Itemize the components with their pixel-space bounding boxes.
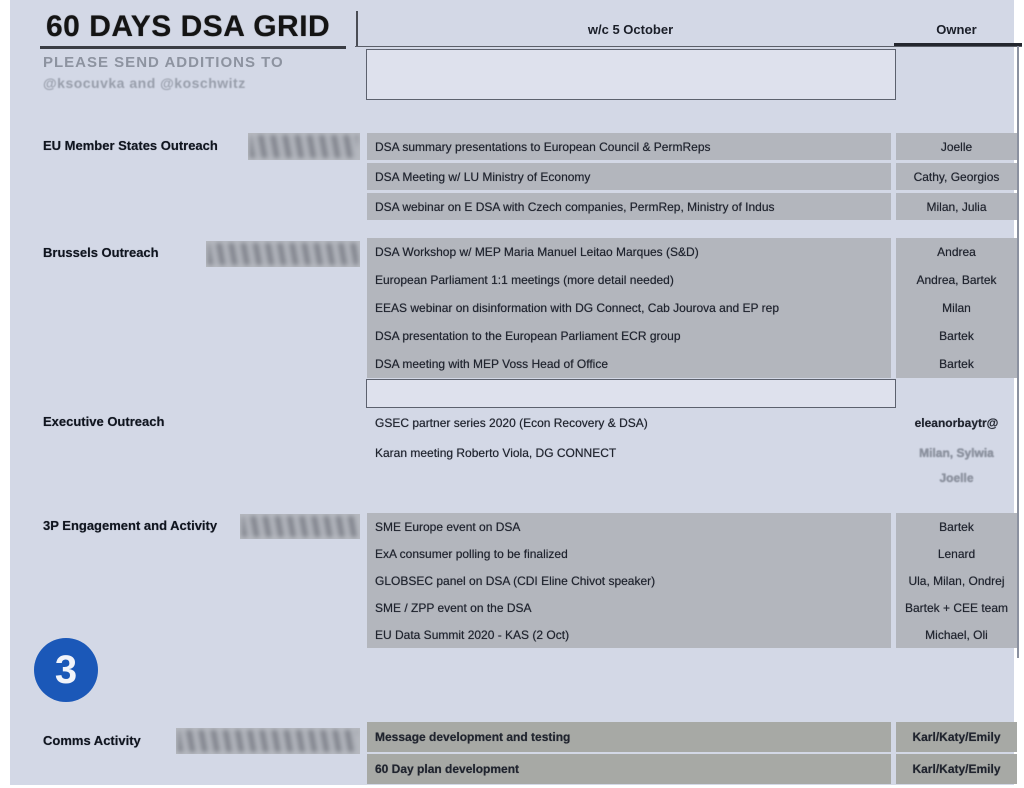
owner-cell: Karl/Katy/Emily [896,754,1017,784]
additions-note-line2: @ksocuvka and @koschwitz [43,75,246,91]
owner-cell: Milan [896,294,1017,322]
task-cell: ExA consumer polling to be finalized [367,540,891,567]
section-label-brussels: Brussels Outreach [43,245,159,260]
owner-cell: Andrea, Bartek [896,266,1017,294]
task-cell: Karan meeting Roberto Viola, DG CONNECT [375,446,617,460]
owner-cell: Joelle [896,133,1017,160]
owner-header-rule [894,43,1022,46]
column-header-owner: Owner [936,22,977,37]
owner-cell: Bartek + CEE team [896,594,1017,621]
task-cell: DSA presentation to the European Parliament ECR group [367,322,891,350]
empty-week-cell [366,379,896,408]
task-cell: DSA Workshop w/ MEP Maria Manuel Leitao Marques (S&D) [367,238,891,266]
owner-cell: Andrea [896,238,1017,266]
section-label-executive: Executive Outreach [43,414,165,429]
owner-cell: Bartek [896,350,1017,378]
illegible-smudge [248,133,360,160]
task-cell: GLOBSEC panel on DSA (CDI Eline Chivot speaker) [367,567,891,594]
illegible-smudge [176,728,360,754]
task-cell: EU Data Summit 2020 - KAS (2 Oct) [367,621,891,648]
owner-cell: Bartek [896,322,1017,350]
section-label-3p-engagement: 3P Engagement and Activity [43,518,218,533]
owner-cell: Cathy, Georgios [896,163,1017,190]
section-label-eu-member-states: EU Member States Outreach [43,138,218,153]
annotation-number-badge: 3 [34,638,98,702]
task-cell: DSA webinar on E DSA with Czech companies, PermRep, Ministry of Indus [367,193,891,220]
owner-cell: Ula, Milan, Ondrej [896,567,1017,594]
empty-week-cell [366,49,896,100]
divider-tick [356,11,358,46]
task-cell: SME / ZPP event on the DSA [367,594,891,621]
additions-note-line1: PLEASE SEND ADDITIONS TO [43,54,284,71]
task-cell: DSA meeting with MEP Voss Head of Office [367,350,891,378]
header-rule [355,46,1022,47]
task-cell: DSA summary presentations to European Council & PermReps [367,133,891,160]
task-cell: EEAS webinar on disinformation with DG Connect, Cab Jourova and EP rep [367,294,891,322]
owner-cell-line2: Joelle [939,471,974,485]
page-title: 60 DAYS DSA GRID [46,10,331,43]
owner-cell: Bartek [896,513,1017,540]
right-column-border [1017,46,1019,658]
owner-cell: eleanorbaytr@ [914,416,999,430]
task-cell: European Parliament 1:1 meetings (more detail needed) [367,266,891,294]
owner-cell: Karl/Katy/Emily [896,722,1017,752]
scanned-document-page [10,0,1014,785]
column-header-week: w/c 5 October [587,22,674,37]
title-underline [40,46,346,49]
task-cell: GSEC partner series 2020 (Econ Recovery & DSA) [375,416,648,430]
owner-cell: Milan, Julia [896,193,1017,220]
task-cell: Message development and testing [367,722,891,752]
section-label-comms: Comms Activity [43,733,141,748]
owner-cell: Lenard [896,540,1017,567]
illegible-smudge [206,241,360,267]
task-cell: SME Europe event on DSA [367,513,891,540]
task-cell: 60 Day plan development [367,754,891,784]
task-cell: DSA Meeting w/ LU Ministry of Economy [367,163,891,190]
illegible-smudge [240,514,360,539]
owner-cell: Michael, Oli [896,621,1017,648]
owner-cell: Milan, Sylwia [919,446,994,460]
